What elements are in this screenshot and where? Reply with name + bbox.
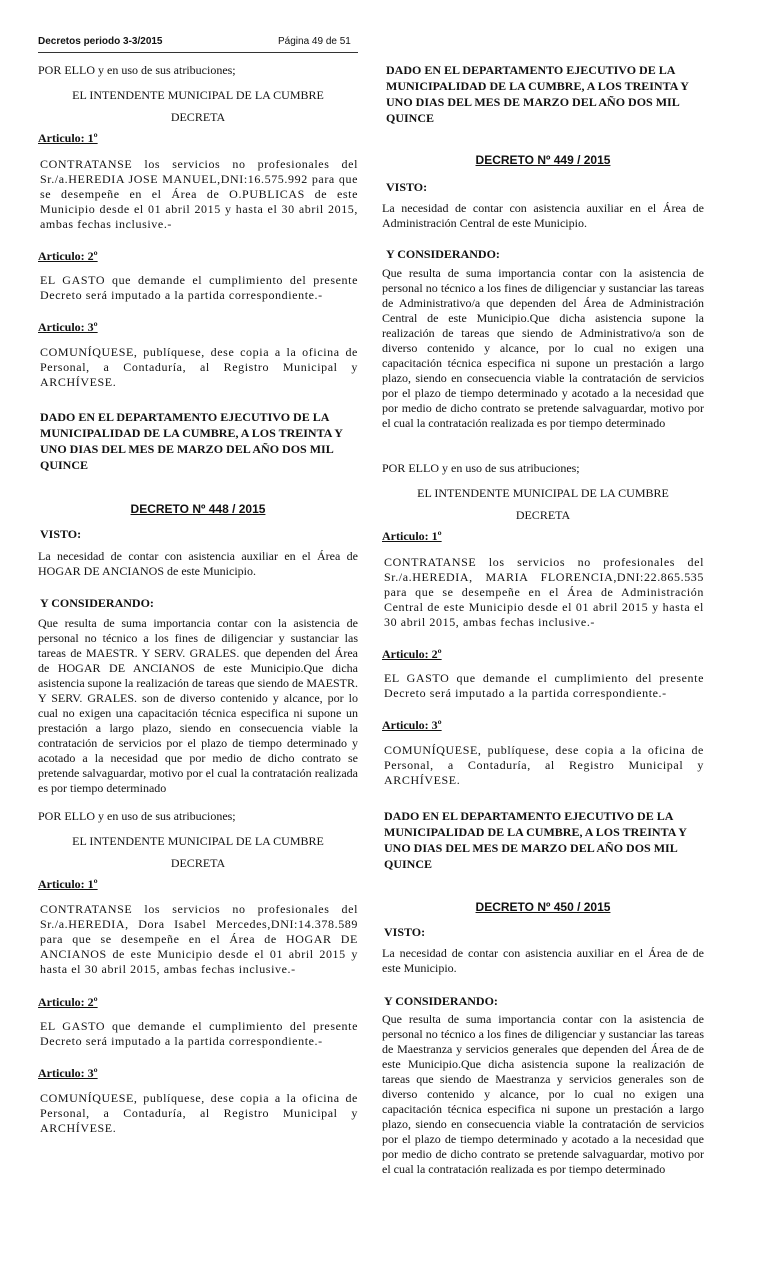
decree-448-title: DECRETO Nº 448 / 2015 — [130, 502, 266, 516]
considerando-text-450: Que resulta de suma importancia contar con la asistencia de personal no técnico a los fines de diligenciar y sustanciar las tareas de Maestranza y servicios generales que dependen del Área de de este Municipio.Que dicha asistencia supone la realización de tareas que siendo de Maestranza y servicios generales son de diverso contenido y alcance, por lo cual no exigen una capacitación técnica especifica ni supone un prestación a largo plazo, siendo en consecuencia viable la contratación de servicios por el plazo de tiempo determinado y acotado a la necesidad que por medio de dicho contrato se pretende salvaguardar, motivo por el cual la contratación realizada es por tiempo determinado — [382, 1012, 704, 1176]
considerando-label-450: Y CONSIDERANDO: — [384, 994, 498, 1008]
article-2-label: Articulo: 2º — [38, 249, 98, 263]
article-3-label: Articulo: 3º — [38, 320, 98, 334]
page-number: Página 49 de 51 — [278, 36, 351, 47]
intendente-heading-2: EL INTENDENTE MUNICIPAL DE LA CUMBRE — [72, 834, 324, 848]
considerando-text: Que resulta de suma importancia contar con la asistencia de personal no técnico a los fines de diligenciar y sustanciar las tareas de MAESTR. Y SERV. GRALES. que dependen del Área de HOGAR DE ANCIANOS de este Municipio.Que dicha asistencia supone la realización de tareas que siendo de MAESTR. Y SERV. GRALES. son de diverso contenido y alcance, por lo cual no exigen una capacitación técnica especifica ni supone un prestación a largo plazo, siendo en consecuencia viable la contratación de servicios por el plazo de tiempo determinado y acotado a la necesidad que por medio de dicho contrato se pretende salvaguardar, motivo por el cual la contratación realizada es por tiempo determinado — [38, 616, 358, 795]
article-1-label: Articulo: 1º — [38, 131, 98, 145]
por-ello-2: POR ELLO y en uso de sus atribuciones; — [38, 809, 236, 823]
decreta-heading-449: DECRETA — [515, 508, 571, 522]
intendente-heading-449: EL INTENDENTE MUNICIPAL DE LA CUMBRE — [417, 486, 669, 500]
considerando-text-449: Que resulta de suma importancia contar con la asistencia de personal no técnico a los fines de diligenciar y sustanciar las tareas de Administrativo/a que dependen del Área de Administración Central de este Municipio.Que dicha asistencia supone la realización de tareas que siendo de Administrativo/a son de diverso contenido y alcance, por lo cual no exigen una capacitación técnica especifica ni supone un prestación a largo plazo, siendo en consecuencia viable la contratación de servicios por el plazo de tiempo determinado y acotado a la necesidad que por medio de dicho contrato se pretende salvaguardar, motivo por el cual la contratación realizada es por tiempo determinado — [382, 266, 704, 430]
article-2-text-449: EL GASTO que demande el cumplimiento del presente Decreto será imputado a la partida correspondiente.- — [384, 671, 704, 700]
visto-text: La necesidad de contar con asistencia auxiliar en el Área de HOGAR DE ANCIANOS de este Municipio. — [38, 549, 358, 578]
article-3b-text: COMUNÍQUESE, publíquese, dese copia a la oficina de Personal, a Contaduría, al Registro Municipal y ARCHÍVESE. — [40, 1091, 358, 1135]
article-3b-label: Articulo: 3º — [38, 1066, 98, 1080]
visto-text-450: La necesidad de contar con asistencia auxiliar en el Área de de este Municipio. — [382, 946, 704, 975]
dado-statement-449: DADO EN EL DEPARTAMENTO EJECUTIVO DE LA MUNICIPALIDAD DE LA CUMBRE, A LOS TREINTA Y UNO DIAS DEL MES DE MARZO DEL AÑO DOS MIL QUINCE — [384, 809, 687, 871]
article-1-text-449: CONTRATANSE los servicios no profesionales del Sr./a.HEREDIA, MARIA FLORENCIA,DNI:22.865.535 para que se desempeñe en el Área de Administración Central de este Municipio desde el 01 abril 2015 y hasta el 30 abril 2015, ambas fechas inclusive.- — [384, 555, 704, 629]
article-1-text: CONTRATANSE los servicios no profesionales del Sr./a.HEREDIA JOSE MANUEL,DNI:16.575.992 para que se desempeñe en el Área de O.PUBLICAS de este Municipio desde el 01 abril 2015 y hasta el 30 abril 2015, ambas fechas inclusive.- — [40, 157, 358, 231]
article-1b-label: Articulo: 1º — [38, 877, 98, 891]
decreta-heading: DECRETA — [170, 110, 226, 124]
visto-text-449: La necesidad de contar con asistencia auxiliar en el Área de Administración Central de este Municipio. — [382, 201, 704, 230]
article-3-text-449: COMUNÍQUESE, publíquese, dese copia a la oficina de Personal, a Contaduría, al Registro Municipal y ARCHÍVESE. — [384, 743, 704, 787]
article-2-text: EL GASTO que demande el cumplimiento del presente Decreto será imputado a la partida correspondiente.- — [40, 273, 358, 302]
visto-label-450: VISTO: — [384, 925, 426, 939]
decree-449-title: DECRETO Nº 449 / 2015 — [475, 153, 611, 167]
visto-label-449: VISTO: — [386, 180, 428, 194]
intendente-heading: EL INTENDENTE MUNICIPAL DE LA CUMBRE — [72, 88, 324, 102]
por-ello: POR ELLO y en uso de sus atribuciones; — [38, 63, 236, 77]
article-3-label-449: Articulo: 3º — [382, 718, 442, 732]
dado-statement: DADO EN EL DEPARTAMENTO EJECUTIVO DE LA MUNICIPALIDAD DE LA CUMBRE, A LOS TREINTA Y UNO DIAS DEL MES DE MARZO DEL AÑO DOS MIL QUINCE — [40, 410, 343, 472]
article-1b-text: CONTRATANSE los servicios no profesionales del Sr./a.HEREDIA, Dora Isabel Mercedes,DNI:14.378.589 para que se desempeñe en el Área de HOGAR DE ANCIANOS de este Municipio desde el 01 abril 2015 y hasta el 30 abril 2015, ambas fechas inclusive.- — [40, 902, 358, 976]
por-ello-449: POR ELLO y en uso de sus atribuciones; — [382, 461, 580, 475]
decree-450-title: DECRETO Nº 450 / 2015 — [475, 900, 611, 914]
article-3-text: COMUNÍQUESE, publíquese, dese copia a la oficina de Personal, a Contaduría, al Registro Municipal y ARCHÍVESE. — [40, 345, 358, 389]
considerando-label: Y CONSIDERANDO: — [40, 596, 154, 610]
article-2b-text: EL GASTO que demande el cumplimiento del presente Decreto será imputado a la partida correspondiente.- — [40, 1019, 358, 1048]
header-title: Decretos periodo 3-3/2015 — [38, 36, 163, 47]
page-header — [38, 36, 358, 53]
article-2-label-449: Articulo: 2º — [382, 647, 442, 661]
decreta-heading-2: DECRETA — [170, 856, 226, 870]
article-2b-label: Articulo: 2º — [38, 995, 98, 1009]
article-1-label-449: Articulo: 1º — [382, 529, 442, 543]
dado-statement-top: DADO EN EL DEPARTAMENTO EJECUTIVO DE LA MUNICIPALIDAD DE LA CUMBRE, A LOS TREINTA Y UNO DIAS DEL MES DE MARZO DEL AÑO DOS MIL QUINCE — [386, 63, 689, 125]
visto-label: VISTO: — [40, 527, 82, 541]
considerando-label-449: Y CONSIDERANDO: — [386, 247, 500, 261]
